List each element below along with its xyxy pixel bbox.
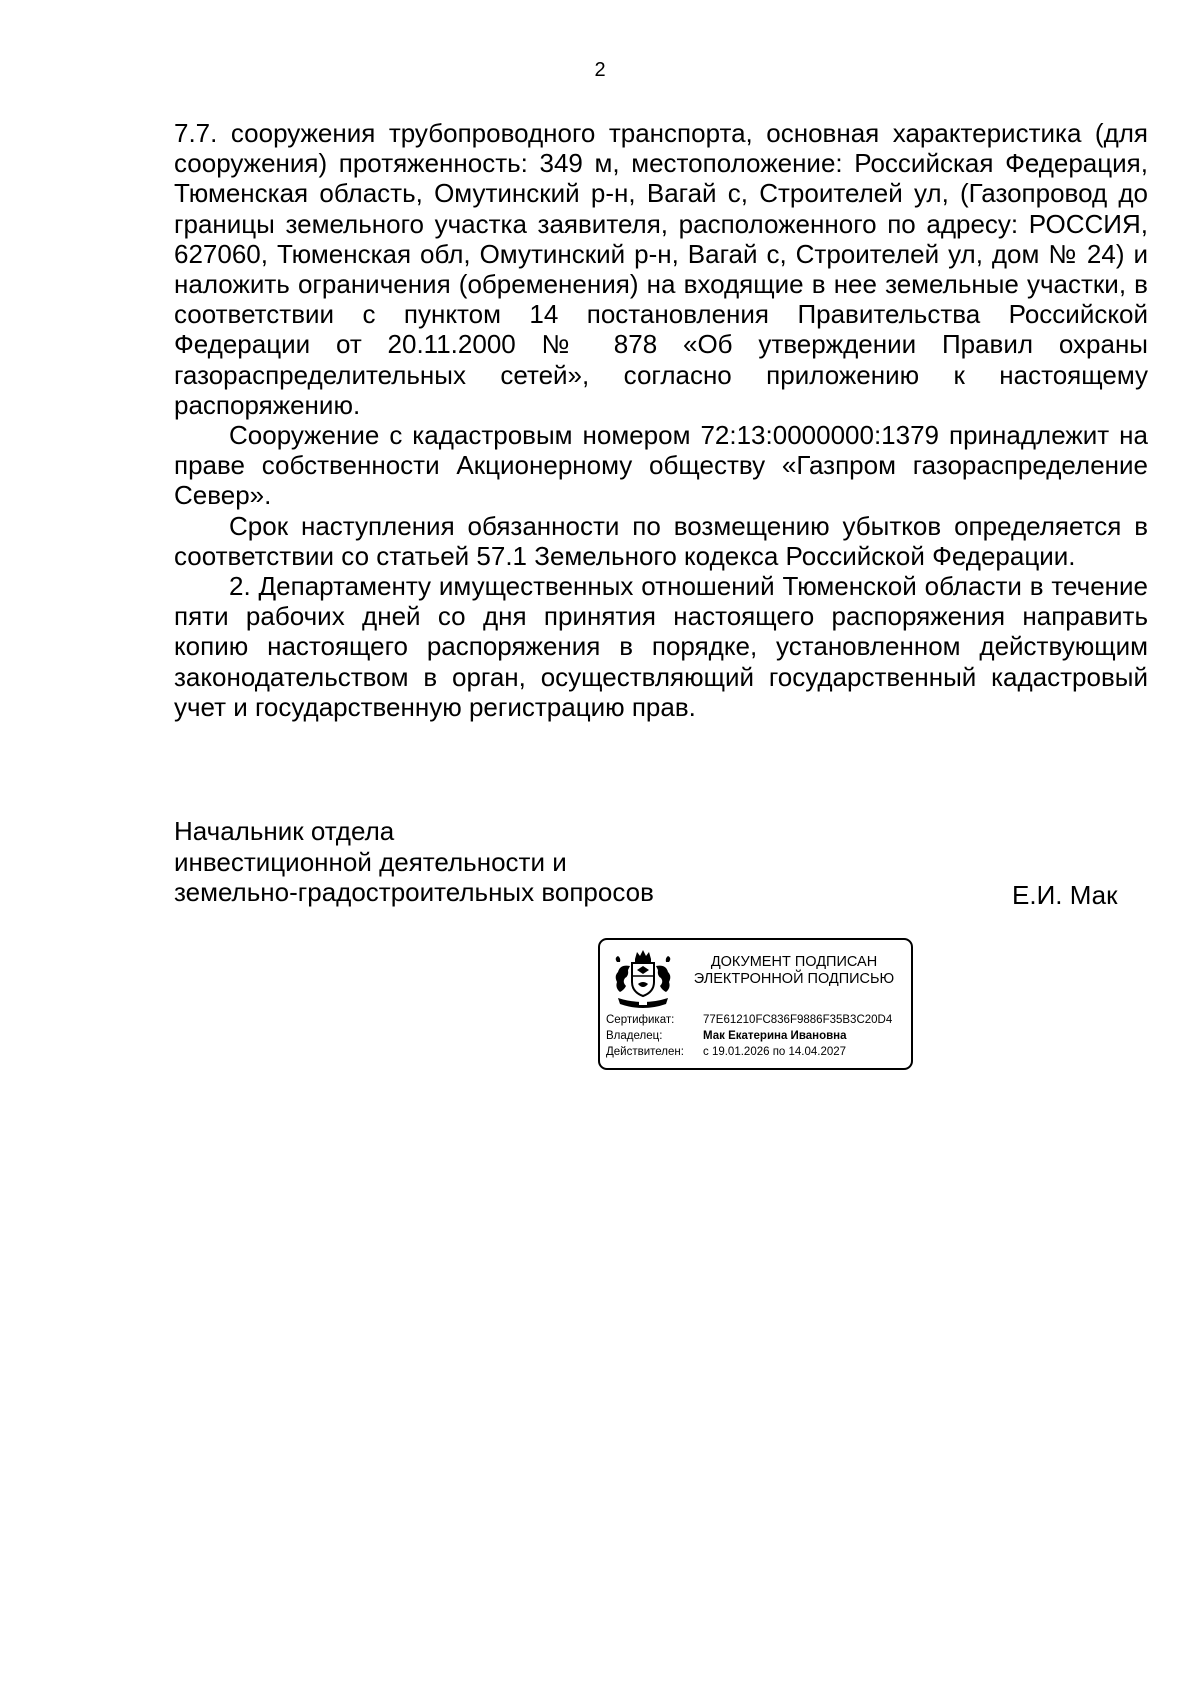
stamp-details xyxy=(606,1012,908,1060)
validity-row xyxy=(606,1044,908,1060)
validity-label: Действителен: xyxy=(606,1046,684,1058)
paragraph-item-2: 2. Департаменту имущественных отношений Тюменской области в течение пяти рабочих дней со дня принятия настоящего распоряжения направить копию настоящего распоряжения в порядке, установленном действующим законодательством в орган, осуществляющий государственный кадастровый учет и государственную регистрацию прав. xyxy=(174,571,1148,722)
paragraph-cadastral-ownership: Сооружение с кадастровым номером 72:13:0000000:1379 принадлежит на праве собственности Акционерному обществу «Газпром газораспределение Север». xyxy=(174,420,1148,511)
certificate-label: Сертификат: xyxy=(606,1014,675,1026)
coat-of-arms-icon xyxy=(608,946,678,1014)
stamp-title xyxy=(678,954,910,988)
position-line: земельно-градостроительных вопросов xyxy=(174,877,654,907)
position-line: инвестиционной деятельности и xyxy=(174,846,567,877)
stamp-title-line: ЭЛЕКТРОННОЙ ПОДПИСЬЮ xyxy=(693,971,895,987)
validity-value: с 19.01.2026 по 14.04.2027 xyxy=(703,1046,847,1058)
owner-value: Мак Екатерина Ивановна xyxy=(703,1030,847,1042)
position-line: Начальник отдела xyxy=(174,816,395,846)
paragraph-compensation-term: Срок наступления обязанности по возмещению убытков определяется в соответствии со статьей 57.1 Земельного кодекса Российской Федерации. xyxy=(174,510,1148,571)
signature-position xyxy=(174,816,1124,908)
certificate-row xyxy=(606,1012,908,1028)
owner-label: Владелец: xyxy=(606,1030,663,1042)
certificate-value: 77E61210FC836F9886F35B3C20D4 xyxy=(703,1014,893,1026)
signer-name: Е.И. Мак xyxy=(1012,880,1118,910)
stamp-title-line: ДОКУМЕНТ ПОДПИСАН xyxy=(710,954,878,970)
owner-row xyxy=(606,1028,908,1044)
electronic-signature-stamp xyxy=(598,938,913,1070)
paragraph-7-7: 7.7. сооружения трубопроводного транспорта, основная характеристика (для сооружения) протяженность: 349 м, местоположение: Российская Федерация, Тюменская область, Омутинский р-н, Вагай с, Строителей ул, (Газопровод до границы земельного участка заявителя, расположенного по адресу: РОССИЯ, 627060, Тюменская обл, Омутинский р-н, Вагай с, Строителей ул, дом № 24) и наложить ограничения (обременения) на входящие в нее земельные участки, в соответствии с пунктом 14 постановления Правительства Российской Федерации от 20.11.2000 № 878 «Об утверждении Правил охраны газораспределительных сетей», согласно приложению к настоящему распоряжению. xyxy=(174,118,1148,420)
page-number: 2 xyxy=(594,59,606,81)
document-body xyxy=(174,118,1148,722)
